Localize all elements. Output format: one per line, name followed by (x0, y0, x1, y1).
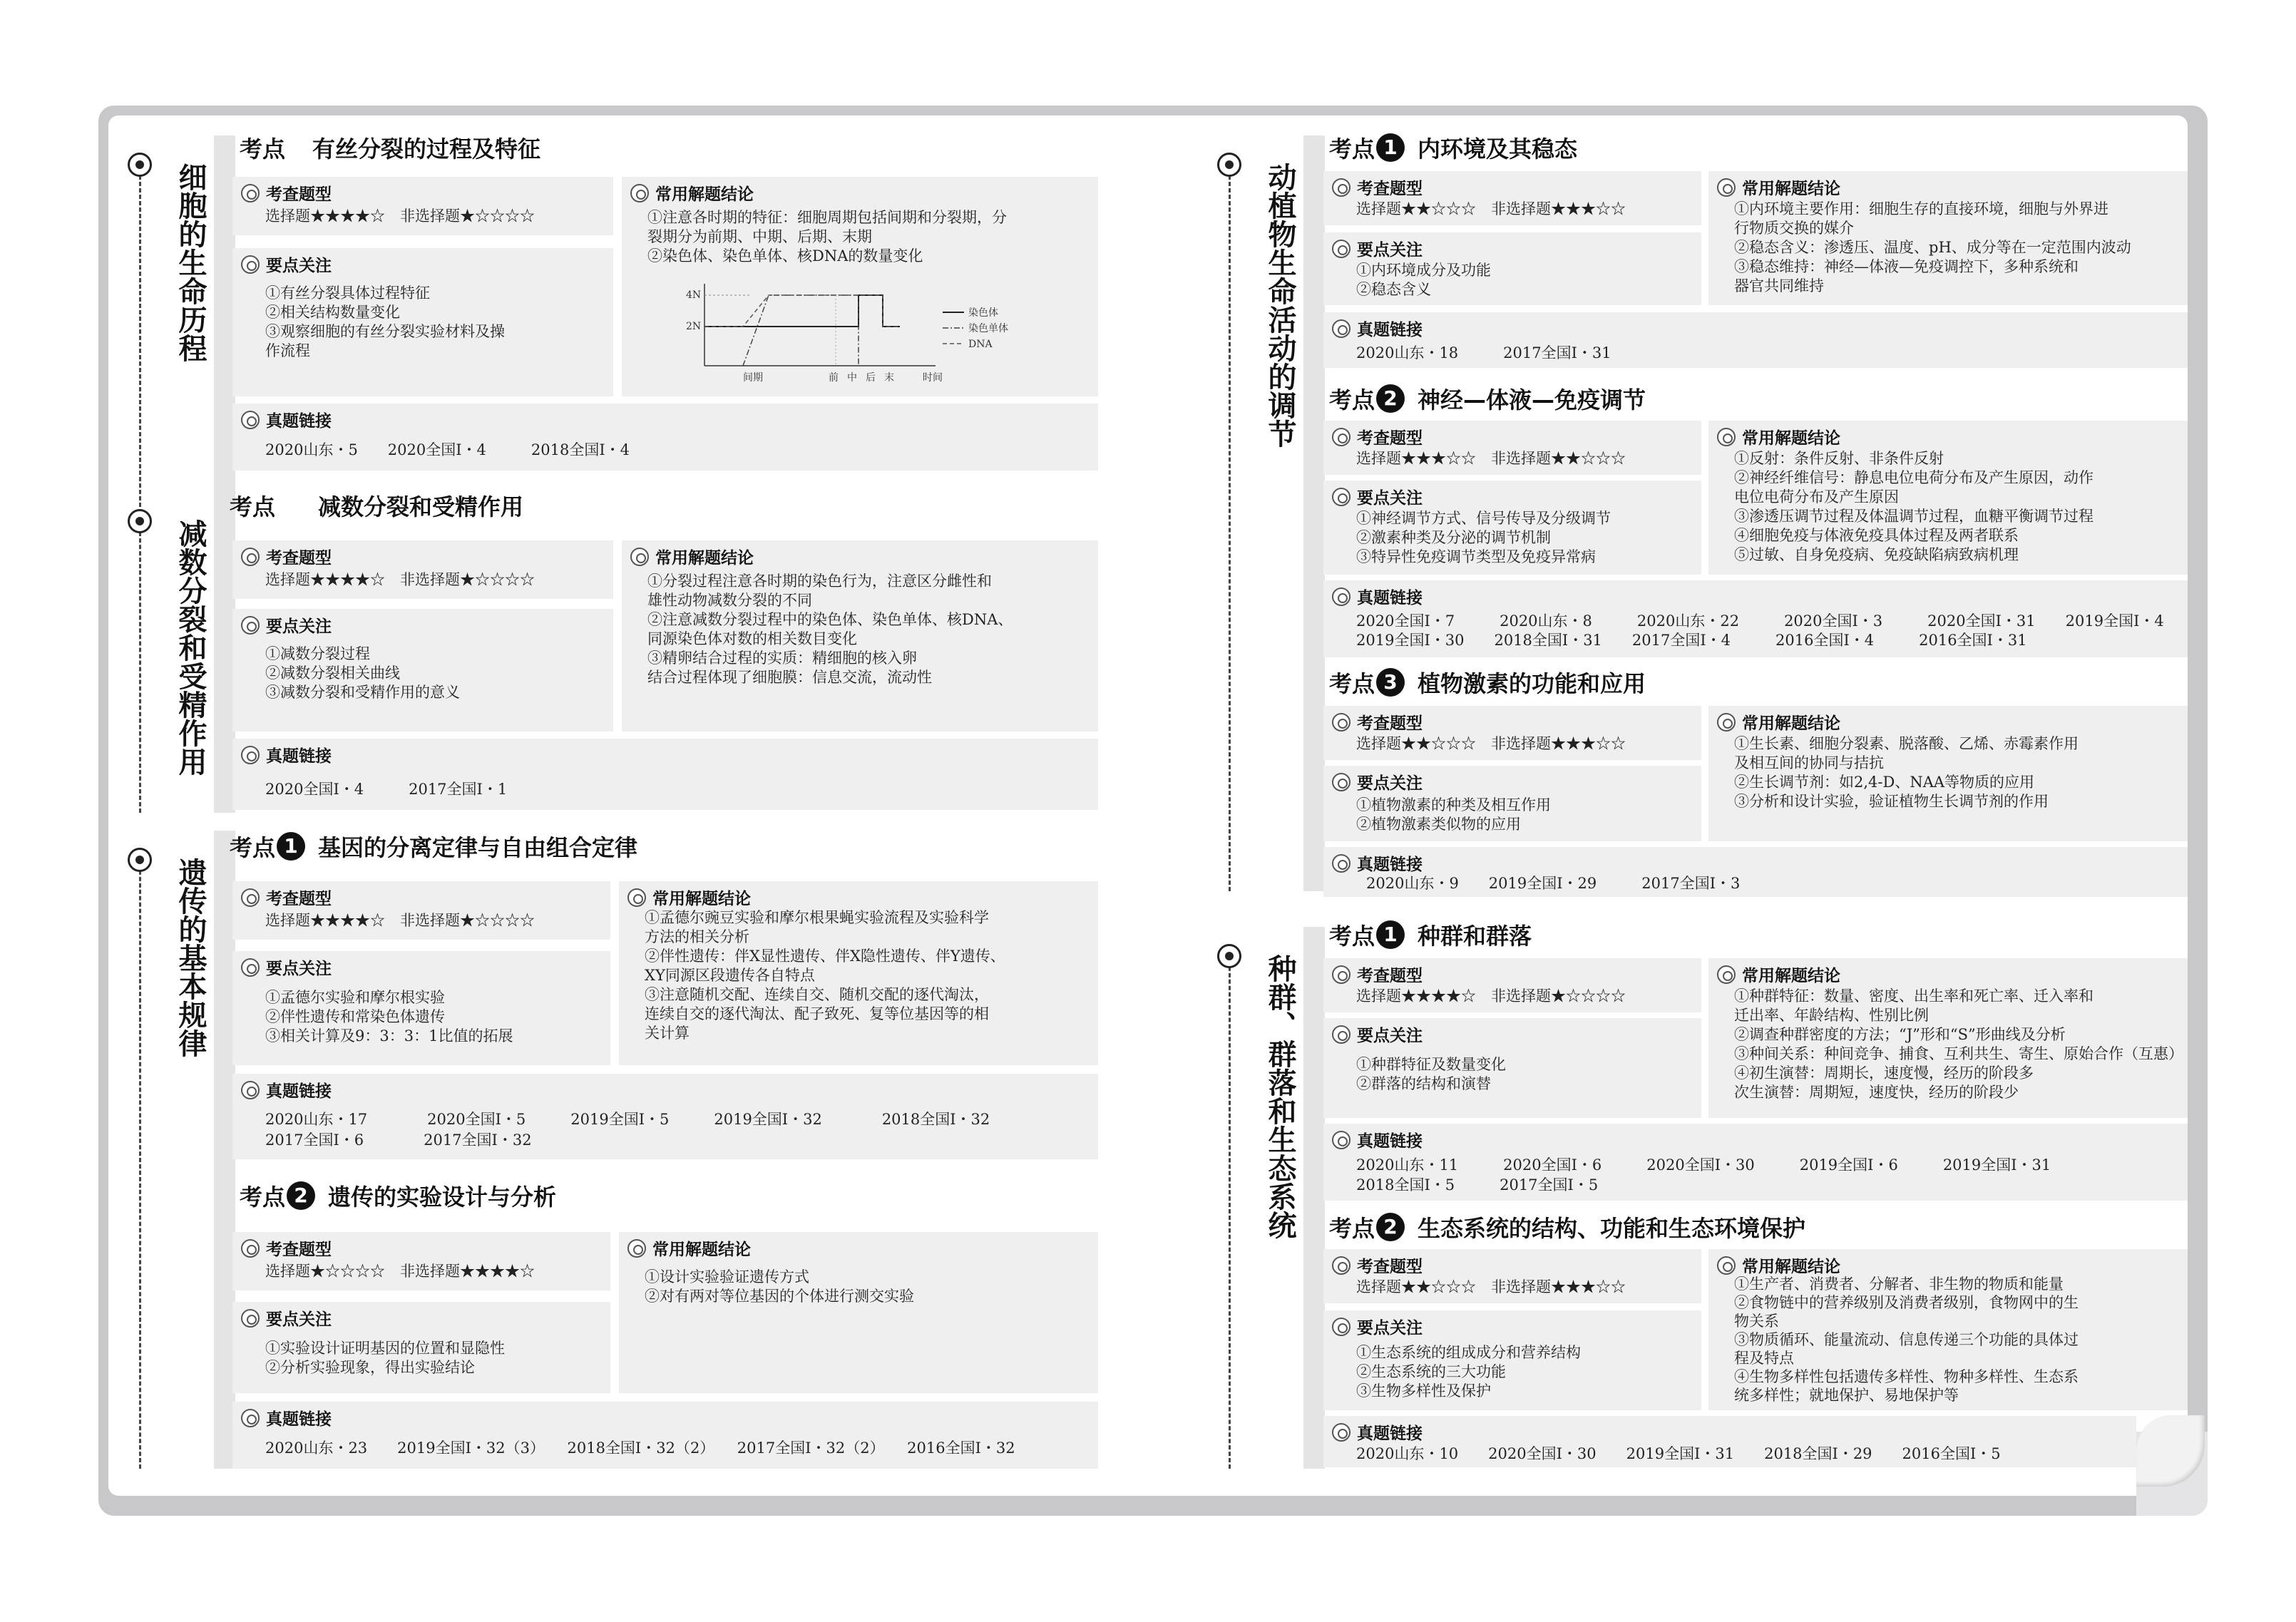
kaodian-number-badge: 2 (1376, 1213, 1405, 1241)
box-exam-links (1323, 1124, 2188, 1201)
conclusion-icon (627, 888, 646, 907)
focus-icon (241, 958, 260, 977)
kaodian-text: 基因的分离定律与自由组合定律 (318, 834, 638, 861)
kaodian-number-badge: 1 (1376, 920, 1405, 949)
conclusion-icon (630, 184, 649, 202)
box-conclusions (622, 177, 1098, 396)
kaodian-title (1329, 381, 1646, 416)
box-question-types (1323, 958, 1701, 1012)
conclusion-icon (627, 1239, 646, 1258)
chromosome-dna-chart (665, 277, 1035, 391)
kaodian-label: 考点 (230, 493, 276, 520)
question-type-icon (1332, 1256, 1351, 1275)
question-types-text: 选择题★★☆☆☆ 非选择题★★★☆☆ (1356, 1278, 1626, 1295)
focus-text: ①神经调节方式、信号传导及分级调节 ②激素种类及分泌的调节机制 ③特异性免疫调节类型及免疫异常病 (1356, 510, 1611, 565)
conclusion-icon (630, 548, 649, 566)
box-heading: 要点关注 (1357, 1027, 1423, 1045)
box-heading: 考查题型 (266, 890, 332, 908)
kaodian-text: 生态系统的结构、功能和生态环境保护 (1418, 1215, 1806, 1242)
kaodian-label: 考点 (240, 135, 286, 163)
exam-link-icon (241, 1409, 260, 1427)
focus-icon (1332, 1025, 1351, 1044)
focus-icon (241, 1309, 260, 1328)
box-conclusions (1708, 1249, 2188, 1410)
kaodian-number-badge: 2 (1376, 384, 1405, 413)
box-heading: 考查题型 (266, 549, 332, 568)
box-question-types (1323, 421, 1701, 475)
box-conclusions (619, 1232, 1098, 1393)
conclusion-text: ①内环境主要作用：细胞生存的直接环境，细胞与外界进 行物质交换的媒介 ②稳态含义：渗透压、温度、pH、成分等在一定范围内波动 ③稳态维持：神经—体液—免疫调控下，多种系统和 器官共同维持 (1734, 200, 2131, 294)
kaodian-text: 遗传的实验设计与分析 (328, 1184, 557, 1211)
chapter-title: 遗传的基本规律 (174, 858, 207, 1057)
focus-icon (1332, 773, 1351, 791)
chapter-band (1303, 927, 1325, 1469)
box-question-types (232, 881, 610, 940)
box-heading: 考查题型 (1357, 180, 1423, 198)
box-focus-points (232, 609, 613, 732)
question-types-text: 选择题★★★★☆ 非选择题★☆☆☆☆ (265, 207, 535, 225)
box-exam-links (1323, 312, 2188, 368)
focus-text: ①有丝分裂具体过程特征 ②相关结构数量变化 ③观察细胞的有丝分裂实验材料及操 作流程 (265, 284, 505, 359)
exam-links-text: 2020山东・9 2019全国Ⅰ・29 2017全国Ⅰ・3 (1366, 875, 1741, 892)
question-types-text: 选择题★☆☆☆☆ 非选择题★★★★☆ (265, 1263, 535, 1280)
exam-links-text: 2020山东・10 2020全国Ⅰ・30 2019全国Ⅰ・31 2018全国Ⅰ・29 2016全国Ⅰ・5 (1356, 1445, 2001, 1462)
chapter-ecology (1196, 927, 1325, 1469)
conclusion-text: ①种群特征：数量、密度、出生率和死亡率、迁入率和 迁出率、年龄结构、性别比例 ②调查种群密度的方法；“J”形和“S”形曲线及分析 ③种间关系：种间竞争、捕食、互利共生、寄生、原始合作（互惠） ④初生演替：周期长，速度慢，经历的阶段多 次生演替：周期短，速度快，经历的阶段少 (1734, 987, 2183, 1101)
x-cat-anaphase: 后 (866, 372, 876, 384)
box-focus-points (1323, 1310, 1701, 1410)
kaodian-text: 植物激素的功能和应用 (1418, 670, 1646, 697)
kaodian-text: 种群和群落 (1418, 923, 1532, 950)
kaodian-title (240, 130, 540, 165)
conclusion-icon (1717, 1256, 1736, 1275)
exam-links-text: 2020全国Ⅰ・4 2017全国Ⅰ・1 (265, 781, 508, 798)
box-focus-points (1323, 232, 1701, 305)
focus-text: ①孟德尔实验和摩尔根实验 ②伴性遗传和常染色体遗传 ③相关计算及9：3：3：1比值的拓展 (265, 989, 513, 1044)
question-type-icon (1332, 713, 1351, 732)
conclusion-text: ①注意各时期的特征：细胞周期包括间期和分裂期，分 裂期分为前期、中期、后期、末期 ②染色体、染色单体、核DNA的数量变化 (647, 209, 1007, 265)
focus-text: ①内环境成分及功能 ②稳态含义 (1356, 262, 1491, 298)
box-exam-links (1323, 580, 2188, 657)
box-heading: 真题链接 (1357, 1425, 1423, 1443)
question-types-text: 选择题★★★★☆ 非选择题★☆☆☆☆ (1356, 987, 1626, 1005)
y-tick-2n: 2N (686, 321, 702, 332)
box-heading: 常用解题结论 (1742, 429, 1840, 448)
kaodian-title (230, 488, 523, 523)
question-types-text: 选择题★★☆☆☆ 非选择题★★★☆☆ (1356, 735, 1626, 752)
exam-link-icon (241, 746, 260, 764)
box-heading: 要点关注 (1357, 241, 1423, 260)
kaodian-text: 神经—体液—免疫调节 (1418, 386, 1646, 414)
box-conclusions (1708, 171, 2188, 305)
focus-icon (241, 255, 260, 274)
chapter-cell-lifecycle (107, 135, 235, 513)
exam-link-icon (241, 1081, 260, 1099)
chapter-bullet-icon (128, 509, 152, 533)
conclusion-icon (1717, 178, 1736, 197)
box-focus-points (1323, 481, 1701, 575)
conclusion-text: ①分裂过程注意各时期的染色行为，注意区分雌性和 雄性动物减数分裂的不同 ②注意减数分裂过程中的染色体、染色单体、核DNA、 同源染色体对数的相关数目变化 ③精卵结合过程的实质：精细胞的核入卵 结合过程体现了细胞膜：信息交流，流动性 (647, 573, 1013, 686)
x-cat-prophase: 前 (829, 372, 839, 384)
x-cat-metaphase: 中 (847, 372, 857, 384)
box-focus-points (232, 248, 613, 396)
box-heading: 要点关注 (1357, 1319, 1423, 1338)
kaodian-label: 考点 (1329, 135, 1375, 163)
kaodian-title (1329, 917, 1532, 953)
box-heading: 真题链接 (266, 747, 332, 766)
x-cat-interphase: 间期 (743, 372, 763, 384)
box-focus-points (1323, 1018, 1701, 1118)
box-heading: 常用解题结论 (1742, 1258, 1840, 1276)
exam-link-icon (1332, 319, 1351, 338)
box-heading: 真题链接 (1357, 856, 1423, 874)
series-chromosome-line (704, 295, 900, 327)
chapter-dashed-line (139, 519, 141, 813)
question-type-icon (241, 548, 260, 566)
legend-chromatid: 染色单体 (968, 323, 1008, 334)
y-tick-4n: 4N (686, 289, 702, 301)
box-heading: 要点关注 (1357, 774, 1423, 793)
exam-links-text: 2020山东・18 2017全国Ⅰ・31 (1356, 344, 1611, 361)
x-axis-label: 时间 (923, 372, 943, 384)
box-heading: 真题链接 (1357, 321, 1423, 339)
chapter-dashed-line (1229, 163, 1231, 891)
kaodian-number-badge: 2 (287, 1181, 315, 1210)
box-heading: 考查题型 (1357, 967, 1423, 985)
exam-links-text: 2020山东・11 2020全国Ⅰ・6 2020全国Ⅰ・30 2019全国Ⅰ・6 2019全国Ⅰ・31 2018全国Ⅰ・5 2017全国Ⅰ・5 (1356, 1156, 2051, 1194)
legend-dna: DNA (968, 339, 993, 350)
focus-text: ①生态系统的组成成分和营养结构 ②生态系统的三大功能 ③生物多样性及保护 (1356, 1344, 1581, 1400)
box-heading: 常用解题结论 (1742, 967, 1840, 985)
exam-links-text: 2020全国Ⅰ・7 2020山东・8 2020山东・22 2020全国Ⅰ・3 2020全国Ⅰ・31 2019全国Ⅰ・4 2019全国Ⅰ・30 2018全国Ⅰ・31 2017全国Ⅰ・4 2016全国Ⅰ・4 2016全国Ⅰ・31 (1356, 612, 2164, 649)
box-heading: 真题链接 (266, 412, 332, 431)
box-heading: 要点关注 (266, 617, 332, 636)
box-heading: 考查题型 (266, 185, 332, 204)
conclusion-text: ①孟德尔豌豆实验和摩尔根果蝇实验流程及实验科学 方法的相关分析 ②伴性遗传：伴X显性遗传、伴X隐性遗传、伴Y遗传、 XY同源区段遗传各自特点 ③注意随机交配、连续自交、随机交配的逐代淘汰， 连续自交的逐代淘汰、配子致死、复等位基因等的相 关计算 (645, 909, 1005, 1042)
box-conclusions (622, 540, 1098, 732)
exam-link-icon (1332, 854, 1351, 873)
kaodian-title (1329, 130, 1577, 165)
question-type-icon (241, 888, 260, 907)
exam-links-text: 2020山东・5 2020全国Ⅰ・4 2018全国Ⅰ・4 (265, 441, 630, 458)
question-types-text: 选择题★★★★☆ 非选择题★☆☆☆☆ (265, 912, 535, 929)
box-exam-links (232, 404, 1098, 471)
chapter-title: 减数分裂和受精作用 (174, 519, 207, 776)
exam-link-icon (1332, 1131, 1351, 1149)
kaodian-title (230, 828, 637, 864)
box-heading: 考查题型 (1357, 714, 1423, 733)
focus-text: ①植物激素的种类及相互作用 ②植物激素类似物的应用 (1356, 796, 1551, 833)
box-heading: 考查题型 (1357, 1258, 1423, 1276)
box-heading: 真题链接 (266, 1410, 332, 1429)
question-type-icon (1332, 965, 1351, 984)
focus-text: ①种群特征及数量变化 ②群落的结构和演替 (1356, 1056, 1506, 1092)
question-type-icon (1332, 178, 1351, 197)
kaodian-text: 内环境及其稳态 (1418, 135, 1578, 163)
box-focus-points (232, 951, 610, 1065)
question-type-icon (241, 184, 260, 202)
box-heading: 常用解题结论 (1742, 180, 1840, 198)
box-conclusions (619, 881, 1098, 1065)
box-conclusions (1708, 706, 2188, 841)
x-cat-telophase: 末 (884, 372, 894, 384)
box-heading: 考查题型 (1357, 429, 1423, 448)
chapter-bullet-icon (1217, 944, 1241, 968)
conclusion-text: ①生长素、细胞分裂素、脱落酸、乙烯、赤霉素作用 及相互间的协同与拮抗 ②生长调节剂：如2,4-D、NAA等物质的应用 ③分析和设计实验，验证植物生长调节剂的作用 (1734, 735, 2079, 810)
chapter-dashed-line (139, 858, 141, 1469)
chapter-meiosis (107, 492, 235, 813)
box-heading: 要点关注 (266, 257, 332, 275)
kaodian-label: 考点 (1329, 386, 1375, 414)
box-heading: 考查题型 (266, 1241, 332, 1259)
question-types-text: 选择题★★★★☆ 非选择题★☆☆☆☆ (265, 571, 535, 588)
chapter-bullet-icon (128, 848, 152, 872)
box-heading: 真题链接 (1357, 1132, 1423, 1151)
kaodian-title (1329, 1209, 1805, 1245)
chapter-title: 种群、群落和生态系统 (1264, 954, 1296, 1239)
chapter-title: 细胞的生命历程 (174, 163, 207, 362)
kaodian-number-badge: 1 (277, 832, 305, 861)
series-dna-line (704, 295, 900, 327)
box-exam-links (1323, 1416, 2136, 1467)
conclusion-text: ①反射：条件反射、非条件反射 ②神经纤维信号：静息电位电荷分布及产生原因，动作 电位电荷分布及产生原因 ③渗透压调节过程及体温调节过程，血糖平衡调节过程 ④细胞免疫与体液免疫具体过程及两者联系 ⑤过敏、自身免疫病、免疫缺陷病致病机理 (1734, 450, 2093, 563)
box-focus-points (232, 1302, 610, 1393)
box-heading: 常用解题结论 (1742, 714, 1840, 733)
box-heading: 常用解题结论 (652, 1241, 751, 1259)
focus-icon (1332, 1318, 1351, 1336)
box-heading: 要点关注 (266, 960, 332, 978)
box-conclusions (1708, 958, 2188, 1118)
kaodian-label: 考点 (240, 1184, 286, 1211)
chapter-regulation (1196, 135, 1325, 891)
box-question-types (1323, 1249, 1701, 1303)
focus-icon (1332, 488, 1351, 506)
exam-link-icon (1332, 1423, 1351, 1442)
box-question-types (232, 1232, 610, 1290)
box-heading: 常用解题结论 (652, 890, 751, 908)
box-exam-links (232, 739, 1098, 810)
focus-text: ①减数分裂过程 ②减数分裂相关曲线 ③减数分裂和受精作用的意义 (265, 645, 460, 701)
question-type-icon (1332, 428, 1351, 446)
legend-chromosome: 染色体 (968, 307, 998, 319)
kaodian-label: 考点 (1329, 1215, 1375, 1242)
chapter-dashed-line (1229, 954, 1231, 1469)
question-types-text: 选择题★★★☆☆ 非选择题★★☆☆☆ (1356, 450, 1626, 467)
question-types-text: 选择题★★☆☆☆ 非选择题★★★☆☆ (1356, 200, 1626, 217)
chapter-heredity (107, 831, 235, 1469)
conclusion-icon (1717, 428, 1736, 446)
kaodian-number-badge: 1 (1376, 133, 1405, 162)
exam-links-text: 2020山东・23 2019全国Ⅰ・32（3） 2018全国Ⅰ・32（2） 2017全国Ⅰ・32（2） 2016全国Ⅰ・32 (265, 1439, 1015, 1457)
exam-link-icon (241, 411, 260, 429)
box-heading: 真题链接 (1357, 589, 1423, 607)
box-question-types (232, 177, 613, 235)
focus-text: ①实验设计证明基因的位置和显隐性 ②分析实验现象，得出实验结论 (265, 1340, 505, 1376)
focus-icon (1332, 240, 1351, 258)
question-type-icon (241, 1239, 260, 1258)
box-focus-points (1323, 766, 1701, 841)
kaodian-label: 考点 (1329, 923, 1375, 950)
kaodian-number-badge: 3 (1376, 668, 1405, 697)
chapter-band (1303, 135, 1325, 891)
chapter-dashed-line (139, 163, 141, 513)
box-question-types (1323, 171, 1701, 225)
box-conclusions (1708, 421, 2188, 575)
box-question-types (1323, 706, 1701, 760)
chapter-bullet-icon (128, 153, 152, 177)
box-heading: 常用解题结论 (655, 549, 754, 568)
kaodian-text: 有丝分裂的过程及特征 (312, 135, 541, 163)
box-question-types (232, 540, 613, 599)
conclusion-icon (1717, 965, 1736, 984)
kaodian-label: 考点 (1329, 670, 1375, 697)
conclusion-text: ①设计实验验证遗传方式 ②对有两对等位基因的个体进行测交实验 (645, 1268, 914, 1305)
box-heading: 要点关注 (266, 1310, 332, 1329)
box-heading: 真题链接 (266, 1082, 332, 1101)
conclusion-text: ①生产者、消费者、分解者、非生物的物质和能量 ②食物链中的营养级别及消费者级别，食物网中的生 物关系 ③物质循环、能量流动、信息传递三个功能的具体过 程及特点 ④生物多样性包括遗传多样性、物种多样性、生态系 统多样性；就地保护、易地保护等 (1734, 1275, 2079, 1404)
exam-links-text: 2020山东・17 2020全国Ⅰ・5 2019全国Ⅰ・5 2019全国Ⅰ・32 2018全国Ⅰ・32 2017全国Ⅰ・6 2017全国Ⅰ・32 (265, 1111, 990, 1149)
kaodian-title (1329, 664, 1646, 700)
kaodian-title (240, 1178, 556, 1213)
exam-link-icon (1332, 587, 1351, 606)
chapter-title: 动植物生命活动的调节 (1264, 163, 1296, 448)
box-exam-links (232, 1074, 1098, 1159)
box-exam-links (232, 1402, 1098, 1469)
focus-icon (241, 616, 260, 635)
box-heading: 常用解题结论 (655, 185, 754, 204)
conclusion-icon (1717, 713, 1736, 732)
chapter-bullet-icon (1217, 153, 1241, 177)
box-heading: 要点关注 (1357, 489, 1423, 508)
box-exam-links (1323, 847, 2188, 897)
kaodian-label: 考点 (230, 834, 276, 861)
kaodian-text: 减数分裂和受精作用 (318, 493, 524, 520)
